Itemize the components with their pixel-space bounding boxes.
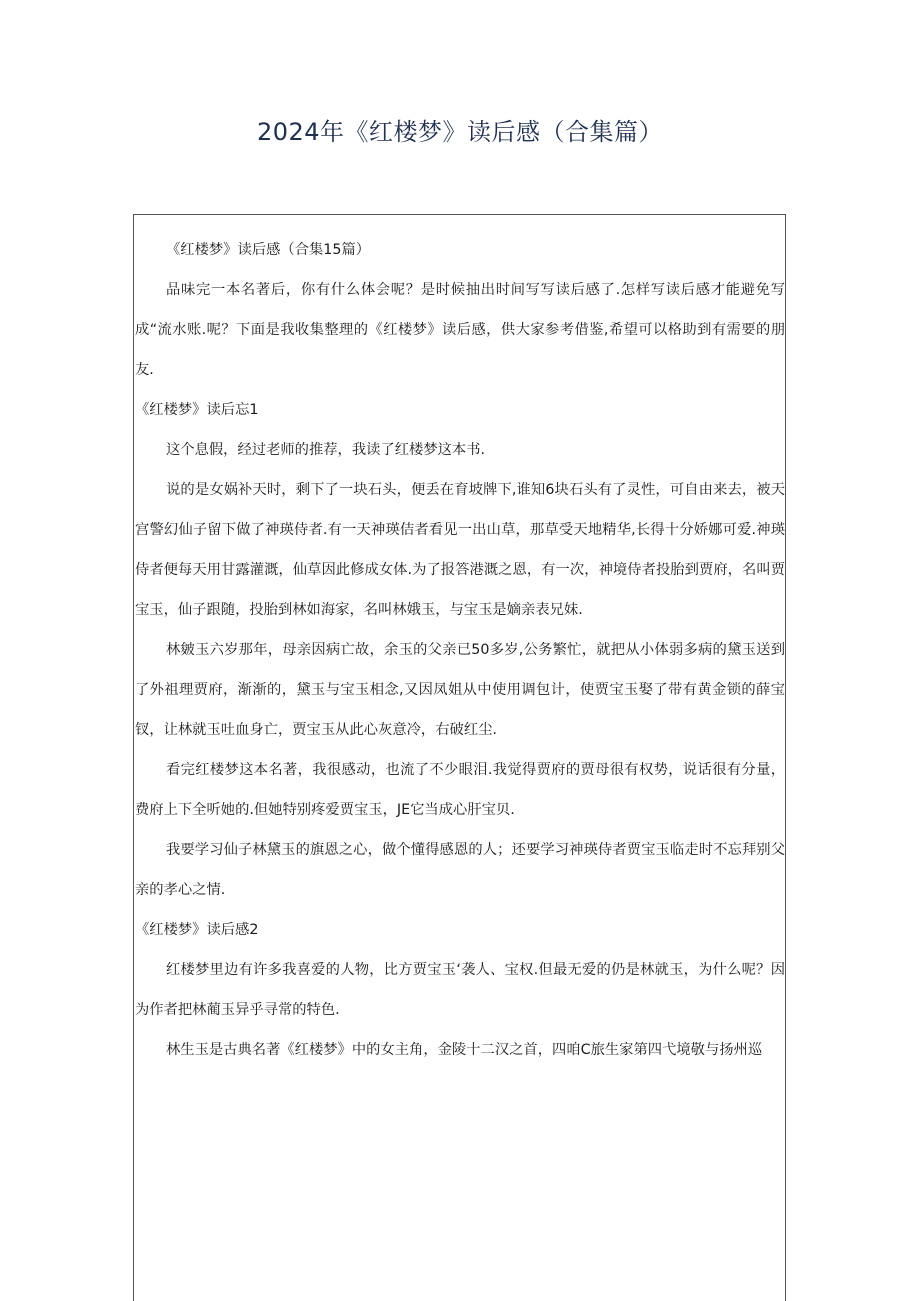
- section-heading-2: 《红楼梦》读后感2: [135, 922, 259, 938]
- paragraph-2: 品味完一本名著后，你有什么体会呢？是时候抽出时间写写读后感了.怎样写读后感才能避免写成“流水账.呢？下面是我收集整理的《红楼梦》读后感，供大家参考借鉴,希望可以格助到有需要的朋友.: [135, 282, 785, 378]
- paragraph-6: 看完红楼梦这本名著，我很感动，也流了不少眼泪.我觉得贾府的贾母很有权势，说话很有分量，费府上下全听她的.但她特别疼爱贾宝玉，JE它当成心肝宝贝.: [135, 762, 785, 818]
- paragraph-7: 我要学习仙子林黛玉的旗恩之心，做个懂得感恩的人；还要学习神瑛侍者贾宝玉临走时不忘拜别父亲的孝心之情.: [135, 842, 785, 898]
- paragraph-5: 林皴玉六岁那年，母亲因病亡故，余玉的父亲已50多岁,公务繁忙，就把从小体弱多病的黛玉送到了外祖理贾府，渐渐的，黛玉与宝玉相念,又因凤姐从中使用调包计，使贾宝玉娶了带有黄金锁的薛宝钗，让林就玉吐血身亡，贾宝玉从此心灰意冷，右破红尘.: [135, 642, 785, 738]
- paragraph-3: 这个息假，经过老师的推荐，我读了红楼梦这本书.: [166, 442, 486, 458]
- paragraph-4: 说的是女娲补天时，剩下了一块石头，便丢在育坡牌下,谁知6块石头有了灵性，可自由来去，被天宫警幻仙子留下做了神瑛侍者.有一天神瑛佶者看见一出山草，那草受天地精华,长得十分娇娜可爱.神瑛侍者便每天用甘露灌溉，仙草因此修成女体.为了报答港溉之恩，有一次，神境侍者投胎到贾府，名叫贾宝玉，仙子跟随，投胎到林如海家，名叫林娥玉，与宝玉是嫡亲表兄妹.: [135, 482, 785, 618]
- section-heading-1: 《红楼梦》读后忘1: [135, 402, 259, 418]
- paragraph-1: 《红楼梦》读后感（合集15篇）: [166, 242, 371, 258]
- paragraph-8: 红楼梦里边有许多我喜爱的人物，比方贾宝玉‘袭人、宝权.但最无爱的仍是林就玉，为什么呢？因为作者把林蔺玉异乎寻常的特色.: [135, 962, 785, 1018]
- document-body: [135, 230, 785, 1070]
- paragraph-9: 林生玉是古典名著《红楼梦》中的女主角，金陵十二汉之首，四咱C旅生家第四弋境敬与扬州巡: [166, 1042, 763, 1058]
- document-title: 2024年《红楼梦》读后感（合集篇）: [256, 118, 664, 146]
